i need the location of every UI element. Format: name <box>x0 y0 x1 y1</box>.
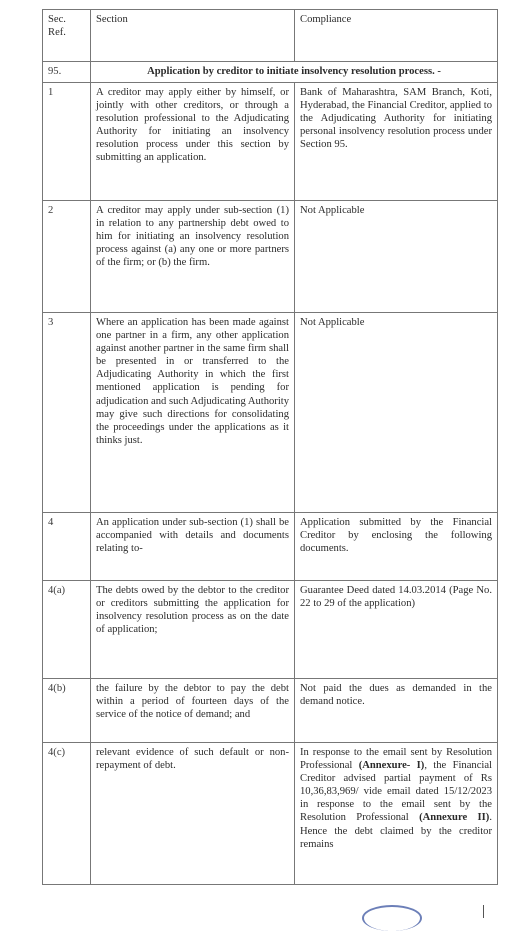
row-section-text: The debts owed by the debtor to the creditor or creditors submitting the application for insolvency resolution process as on the date of application; <box>91 581 295 679</box>
annexure-reference: (Annexure- I) <box>358 760 425 772</box>
header-compliance: Compliance <box>295 10 498 62</box>
section-title-row <box>43 62 498 83</box>
table-row <box>43 201 498 313</box>
row-section-text: relevant evidence of such default or non-repayment of debt. <box>91 743 295 885</box>
table-row <box>43 679 498 743</box>
row-section-text: Where an application has been made against one partner in a firm, any other application against another partner in the same firm shall be presented in or transferred to the Adjudicating Authority in which the first mentioned application is pending for adjudication and such Adjudicating Authority may give such directions for consolidating the proceedings under the applications as it thinks just. <box>91 313 295 513</box>
row-compliance-text: Not paid the dues as demanded in the demand notice. <box>295 679 498 743</box>
row-compliance-text: Not Applicable <box>295 313 498 513</box>
row-ref: 4(b) <box>43 679 91 743</box>
compliance-text-part: . Hence the debt claimed by the creditor remains <box>300 812 492 850</box>
row-compliance-text: Not Applicable <box>295 201 498 313</box>
seal-stamp <box>362 905 422 931</box>
section-number: 95. <box>43 62 91 83</box>
header-ref: Sec. Ref. <box>43 10 91 62</box>
row-compliance-text <box>295 743 498 885</box>
row-ref: 1 <box>43 83 91 201</box>
table-row <box>43 513 498 581</box>
table-header-row <box>43 10 498 62</box>
table-row <box>43 743 498 885</box>
compliance-table <box>42 9 498 885</box>
row-ref: 3 <box>43 313 91 513</box>
row-ref: 4(c) <box>43 743 91 885</box>
header-section: Section <box>91 10 295 62</box>
margin-mark <box>483 905 484 918</box>
table-row <box>43 83 498 201</box>
row-ref: 4(a) <box>43 581 91 679</box>
row-compliance-text: Guarantee Deed dated 14.03.2014 (Page No. 22 to 29 of the application) <box>295 581 498 679</box>
row-ref: 4 <box>43 513 91 581</box>
row-ref: 2 <box>43 201 91 313</box>
row-compliance-text: Application submitted by the Financial Creditor by enclosing the following documents. <box>295 513 498 581</box>
row-section-text: A creditor may apply either by himself, or jointly with other creditors, or through a resolution professional to the Adjudicating Authority for initiating an insolvency resolution process under this section by submitting an application. <box>91 83 295 201</box>
row-section-text: the failure by the debtor to pay the debt within a period of fourteen days of the service of the notice of demand; and <box>91 679 295 743</box>
compliance-text-part: , the Financial Creditor advised partial payment of Rs 10,36,83,969/ vide email dated 15/12/2023 in response to the email sent by the Resolution Professional <box>300 760 492 824</box>
table-row <box>43 581 498 679</box>
compliance-text-part: In response to the email sent by Resolution Professional <box>300 747 492 772</box>
table-row <box>43 313 498 513</box>
row-section-text: A creditor may apply under sub-section (1) in relation to any partnership debt owed to him for initiating an insolvency resolution process against (a) any one or more partners of the firm; or (b) the firm. <box>91 201 295 313</box>
section-title: Application by creditor to initiate insolvency resolution process. - <box>91 62 498 83</box>
row-section-text: An application under sub-section (1) shall be accompanied with details and documents relating to- <box>91 513 295 581</box>
row-compliance-text: Bank of Maharashtra, SAM Branch, Koti, Hyderabad, the Financial Creditor, applied to the Adjudicating Authority for initiating personal insolvency resolution process under Section 95. <box>295 83 498 201</box>
annexure-reference: (Annexure II) <box>419 812 490 824</box>
